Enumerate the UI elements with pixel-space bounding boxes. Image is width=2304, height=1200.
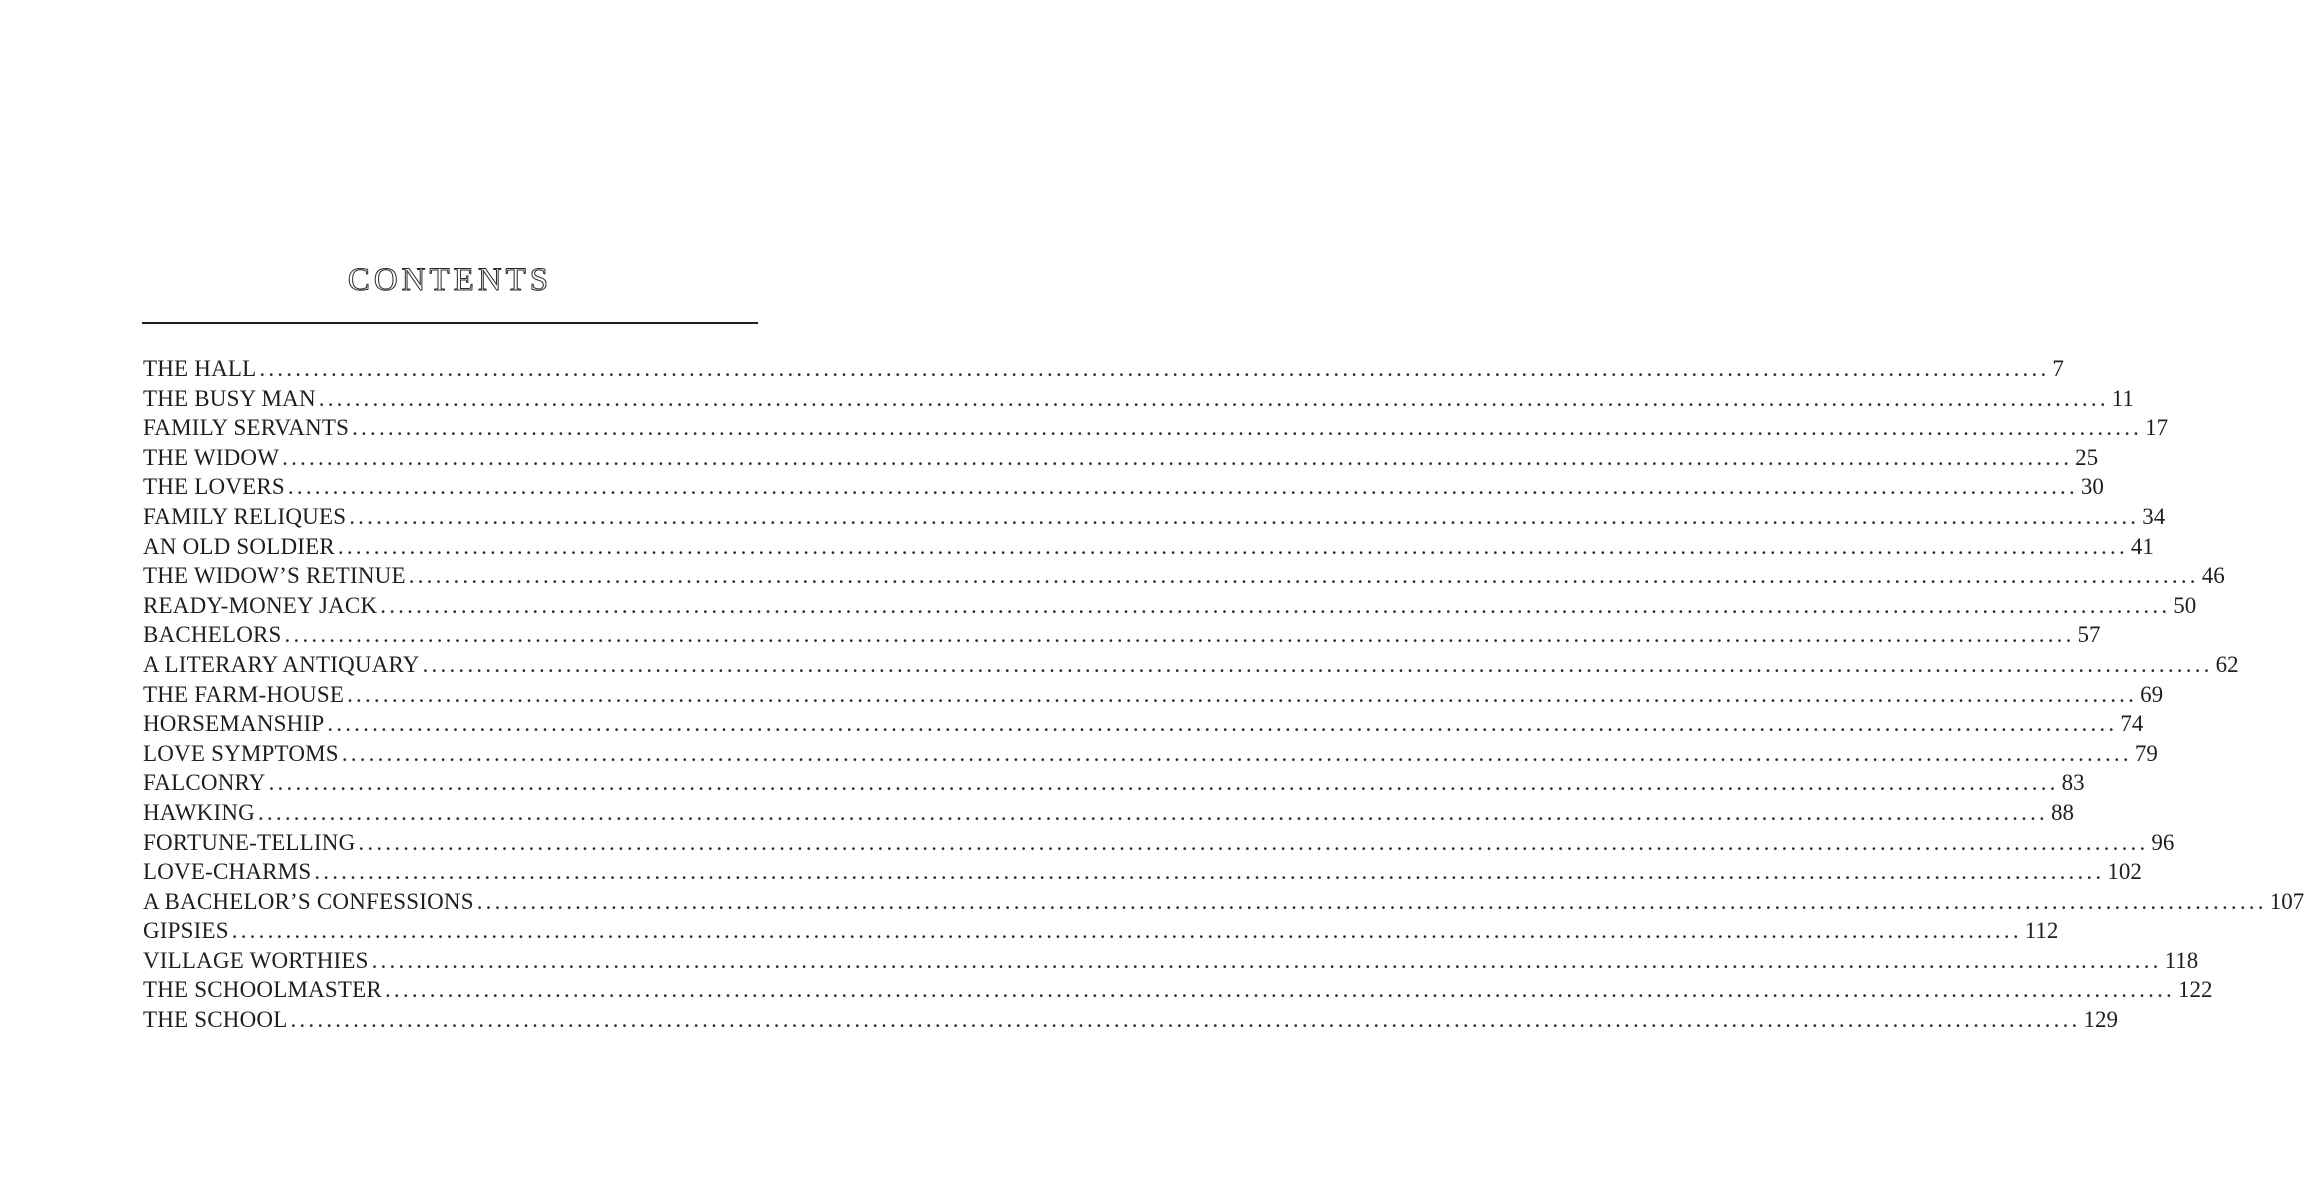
dot-leader: ........................................................................................................................................................................................................ bbox=[408, 563, 2199, 589]
dot-leader: ........................................................................................................................................................................................................ bbox=[384, 977, 2175, 1003]
toc-entry-title: HAWKING bbox=[143, 799, 255, 825]
toc-entry-title: THE HALL bbox=[143, 356, 257, 381]
toc-entry[interactable] bbox=[143, 384, 2134, 414]
dot-leader: ........................................................................................................................................................................................................ bbox=[318, 385, 2109, 411]
toc-entry-title: FORTUNE-TELLING bbox=[143, 829, 356, 855]
toc-entry[interactable] bbox=[143, 798, 2074, 828]
dot-leader: ........................................................................................................................................................................................................ bbox=[371, 947, 2162, 973]
toc-entry-page-number: 79 bbox=[2134, 740, 2158, 766]
toc-entry-title: LOVE-CHARMS bbox=[143, 859, 312, 885]
toc-entry-page-number: 88 bbox=[2050, 799, 2074, 825]
toc-entry-page-number: 129 bbox=[2083, 1007, 2118, 1033]
toc-entry-page-number: 112 bbox=[2024, 918, 2059, 944]
dot-leader: ........................................................................................................................................................................................................ bbox=[290, 1007, 2081, 1033]
toc-entry[interactable] bbox=[143, 828, 2175, 858]
dot-leader: ........................................................................................................................................................................................................ bbox=[268, 770, 2059, 796]
toc-entry-title: FAMILY RELIQUES bbox=[143, 503, 347, 529]
toc-entry-page-number: 41 bbox=[2130, 533, 2154, 559]
dot-leader: ........................................................................................................................................................................................................ bbox=[257, 799, 2048, 825]
toc-entry-title: THE SCHOOL bbox=[143, 1007, 288, 1033]
toc-entry-title: THE BUSY MAN bbox=[143, 385, 316, 411]
toc-entry-page-number: 25 bbox=[2075, 444, 2099, 470]
toc-entry[interactable] bbox=[143, 532, 2154, 562]
toc-entry-page-number: 96 bbox=[2151, 829, 2175, 855]
toc-entry-title: A BACHELOR’S CONFESSIONS bbox=[143, 888, 474, 914]
toc-entry[interactable] bbox=[143, 857, 2142, 887]
toc-entry-title: FALCONRY bbox=[143, 770, 266, 796]
toc-entry[interactable] bbox=[143, 887, 2304, 917]
toc-entry-page-number: 34 bbox=[2142, 503, 2166, 529]
dot-leader: ........................................................................................................................................................................................................ bbox=[349, 503, 2140, 529]
toc-entry-page-number: 46 bbox=[2201, 563, 2225, 589]
toc-entry[interactable] bbox=[143, 946, 2199, 976]
toc-entry-title: A LITERARY ANTIQUARY bbox=[143, 651, 420, 677]
toc-entry-page-number: 11 bbox=[2111, 385, 2134, 411]
toc-entry-title: THE WIDOW’S RETINUE bbox=[143, 563, 406, 589]
toc-entry-title: THE WIDOW bbox=[143, 444, 280, 470]
toc-entry-title: THE SCHOOLMASTER bbox=[143, 977, 382, 1003]
dot-leader: ........................................................................................................................................................................................................ bbox=[337, 533, 2128, 559]
toc-entry[interactable] bbox=[143, 975, 2213, 1005]
toc-entry[interactable] bbox=[143, 680, 2164, 710]
title-rule bbox=[142, 322, 758, 324]
dot-leader: ........................................................................................................................................................................................................ bbox=[380, 592, 2171, 618]
page-title: CONTENTS bbox=[347, 262, 553, 298]
toc-entry-page-number: 107 bbox=[2269, 888, 2304, 914]
dot-leader: ........................................................................................................................................................................................................ bbox=[282, 444, 2073, 470]
toc-entry[interactable] bbox=[143, 354, 2064, 384]
toc-entry[interactable] bbox=[143, 413, 2169, 443]
toc-entry[interactable] bbox=[143, 650, 2239, 680]
toc-entry-title: HORSEMANSHIP bbox=[143, 711, 325, 737]
toc-entry[interactable] bbox=[143, 561, 2225, 591]
toc-entry[interactable] bbox=[143, 472, 2104, 502]
toc-entry-page-number: 7 bbox=[2052, 356, 2064, 381]
dot-leader: ........................................................................................................................................................................................................ bbox=[327, 711, 2118, 737]
toc-entry-page-number: 74 bbox=[2120, 711, 2144, 737]
toc-entry-title: GIPSIES bbox=[143, 918, 229, 944]
toc-entry-page-number: 83 bbox=[2061, 770, 2085, 796]
dot-leader: ........................................................................................................................................................................................................ bbox=[358, 829, 2149, 855]
toc-entry-title: VILLAGE WORTHIES bbox=[143, 947, 369, 973]
dot-leader: ........................................................................................................................................................................................................ bbox=[231, 918, 2022, 944]
toc-entry[interactable] bbox=[143, 591, 2197, 621]
toc-entry-page-number: 118 bbox=[2164, 947, 2199, 973]
toc-entry-page-number: 50 bbox=[2173, 592, 2197, 618]
dot-leader: ........................................................................................................................................................................................................ bbox=[259, 356, 2050, 381]
toc-entry-page-number: 57 bbox=[2077, 622, 2101, 648]
toc-entry[interactable] bbox=[143, 768, 2085, 798]
toc-entry-page-number: 17 bbox=[2145, 415, 2169, 441]
dot-leader: ........................................................................................................................................................................................................ bbox=[341, 740, 2132, 766]
toc-entry[interactable] bbox=[143, 620, 2101, 650]
toc-entry-title: READY-MONEY JACK bbox=[143, 592, 378, 618]
toc-entry[interactable] bbox=[143, 916, 2059, 946]
dot-leader: ........................................................................................................................................................................................................ bbox=[287, 474, 2078, 500]
toc-entry-page-number: 30 bbox=[2080, 474, 2104, 500]
toc-entry-page-number: 62 bbox=[2215, 651, 2239, 677]
dot-leader: ........................................................................................................................................................................................................ bbox=[284, 622, 2075, 648]
toc-entry-page-number: 69 bbox=[2140, 681, 2164, 707]
toc-entry-page-number: 122 bbox=[2177, 977, 2213, 1003]
toc-entry[interactable] bbox=[143, 502, 2166, 532]
dot-leader: ........................................................................................................................................................................................................ bbox=[347, 681, 2138, 707]
toc-entry-title: FAMILY SERVANTS bbox=[143, 415, 350, 441]
toc-entry[interactable] bbox=[143, 739, 2158, 769]
toc-entry-page-number: 102 bbox=[2107, 859, 2142, 885]
toc-entry-title: THE FARM-HOUSE bbox=[143, 681, 345, 707]
toc-entry-title: AN OLD SOLDIER bbox=[143, 533, 335, 559]
dot-leader: ........................................................................................................................................................................................................ bbox=[352, 415, 2143, 441]
toc-entry-title: LOVE SYMPTOMS bbox=[143, 740, 339, 766]
dot-leader: ........................................................................................................................................................................................................ bbox=[476, 888, 2267, 914]
dot-leader: ........................................................................................................................................................................................................ bbox=[314, 859, 2105, 885]
table-of-contents bbox=[143, 354, 2304, 1035]
toc-entry-title: BACHELORS bbox=[143, 622, 282, 648]
dot-leader: ........................................................................................................................................................................................................ bbox=[422, 651, 2213, 677]
toc-entry[interactable] bbox=[143, 443, 2099, 473]
toc-entry-title: THE LOVERS bbox=[143, 474, 285, 500]
toc-entry[interactable] bbox=[143, 709, 2144, 739]
toc-entry[interactable] bbox=[143, 1005, 2118, 1035]
